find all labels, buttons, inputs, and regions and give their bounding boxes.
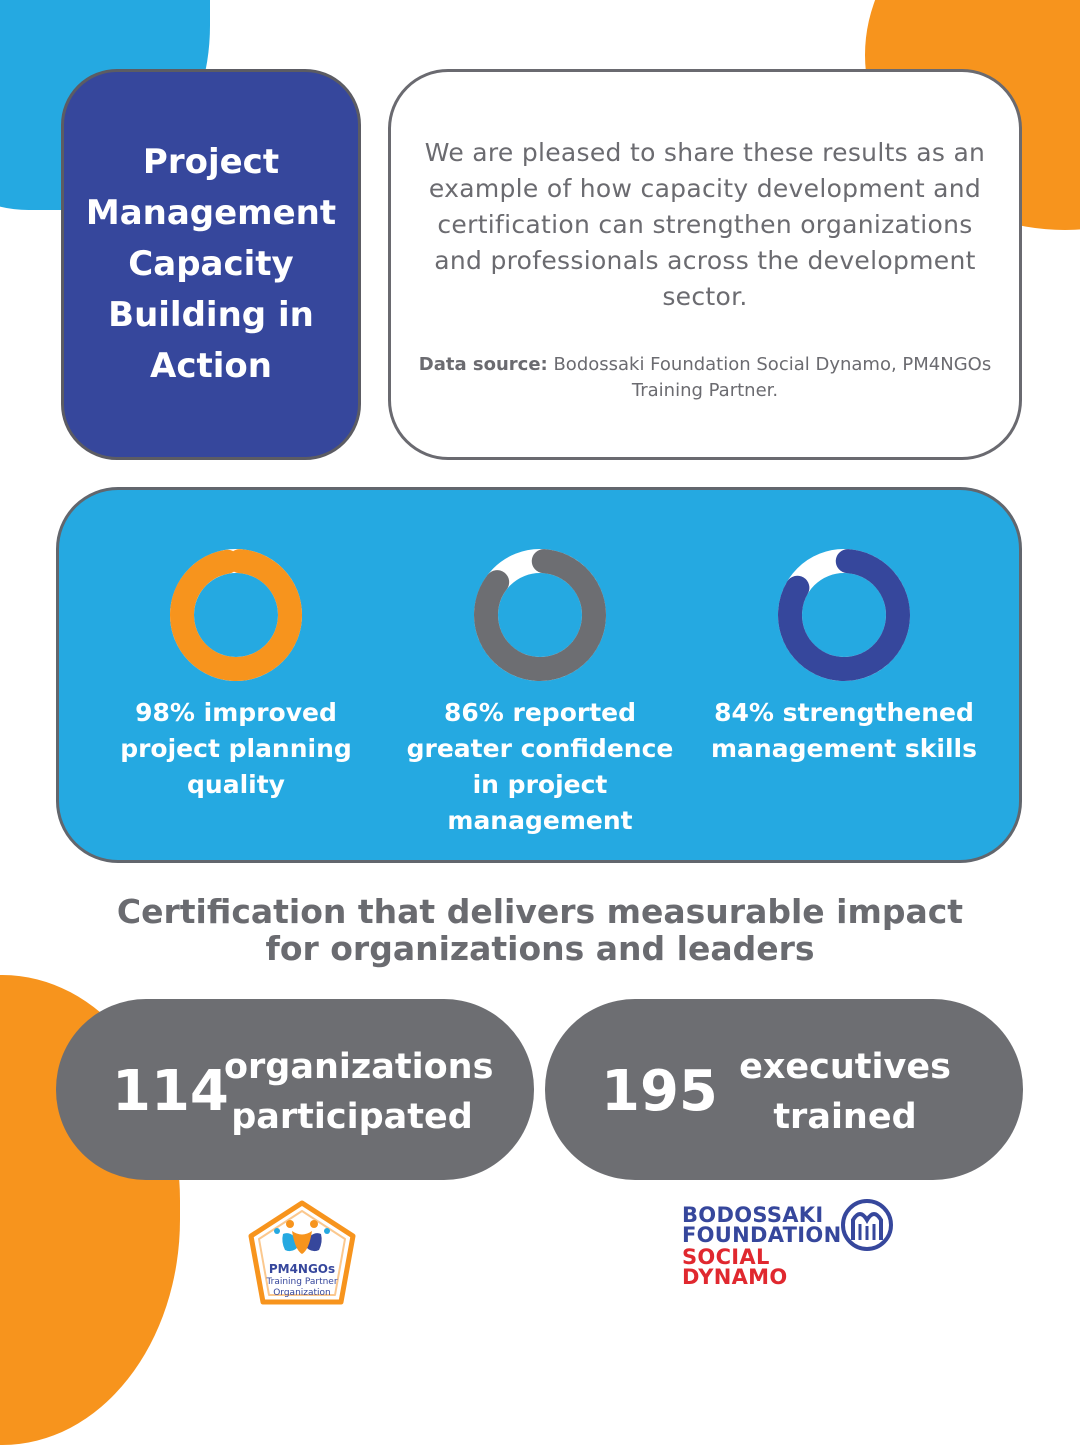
organizations-label-line1: organizations — [224, 1047, 494, 1087]
executives-count: 195 — [601, 1059, 718, 1124]
donut-value-arc — [178, 557, 293, 672]
stat-label-confidence: 86% reported greater confidence in project management — [406, 698, 674, 835]
donut-chart-planning — [166, 545, 306, 685]
count-pill-organizations — [56, 999, 534, 1180]
executives-label — [725, 1042, 965, 1142]
title-card — [61, 69, 361, 460]
pm4ngos-line1: Training Partner — [266, 1277, 338, 1287]
executives-label-line1: executives — [739, 1047, 951, 1087]
bodossaki-emblem-icon — [840, 1198, 894, 1252]
intro-text: We are pleased to share these results as an example of how capacity development and certification can strengthen organizations and professionals across the development sector. — [424, 138, 986, 311]
pm4ngos-name: PM4NGOs — [268, 1262, 336, 1276]
count-pill-executives — [545, 999, 1023, 1180]
bodossaki-line1: BODOSSAKI — [682, 1203, 824, 1227]
organizations-label — [224, 1042, 494, 1142]
page-title: Project Management Capacity Building in Action — [85, 142, 337, 386]
stat-label-skills: 84% strengthened management skills — [711, 698, 977, 763]
data-source-text: Bodossaki Foundation Social Dynamo, PM4NGOs Training Partner. — [553, 354, 992, 401]
data-source — [411, 352, 999, 404]
intro-card — [388, 69, 1022, 460]
bodossaki-line3: SOCIAL — [682, 1245, 770, 1269]
executives-label-line2: trained — [773, 1097, 917, 1137]
pm4ngos-line2: Organization — [273, 1288, 331, 1298]
data-source-label: Data source: — [418, 354, 548, 375]
organizations-count: 114 — [112, 1059, 229, 1124]
bodossaki-line4: DYNAMO — [682, 1265, 788, 1289]
bodossaki-logo — [682, 1198, 902, 1290]
stat-label-planning: 98% improved project planning quality — [120, 698, 352, 799]
impact-headline-line1: Certification that delivers measurable impact — [116, 892, 964, 931]
pm4ngos-logo — [243, 1198, 361, 1313]
organizations-label-line2: participated — [231, 1097, 473, 1137]
bodossaki-line2: FOUNDATION — [682, 1223, 842, 1247]
donut-value-arc — [482, 557, 597, 672]
impact-headline-line2: for organizations and leaders — [265, 929, 815, 968]
donut-chart-confidence — [470, 545, 610, 685]
donut-chart-skills — [774, 545, 914, 685]
impact-headline — [0, 893, 1080, 967]
